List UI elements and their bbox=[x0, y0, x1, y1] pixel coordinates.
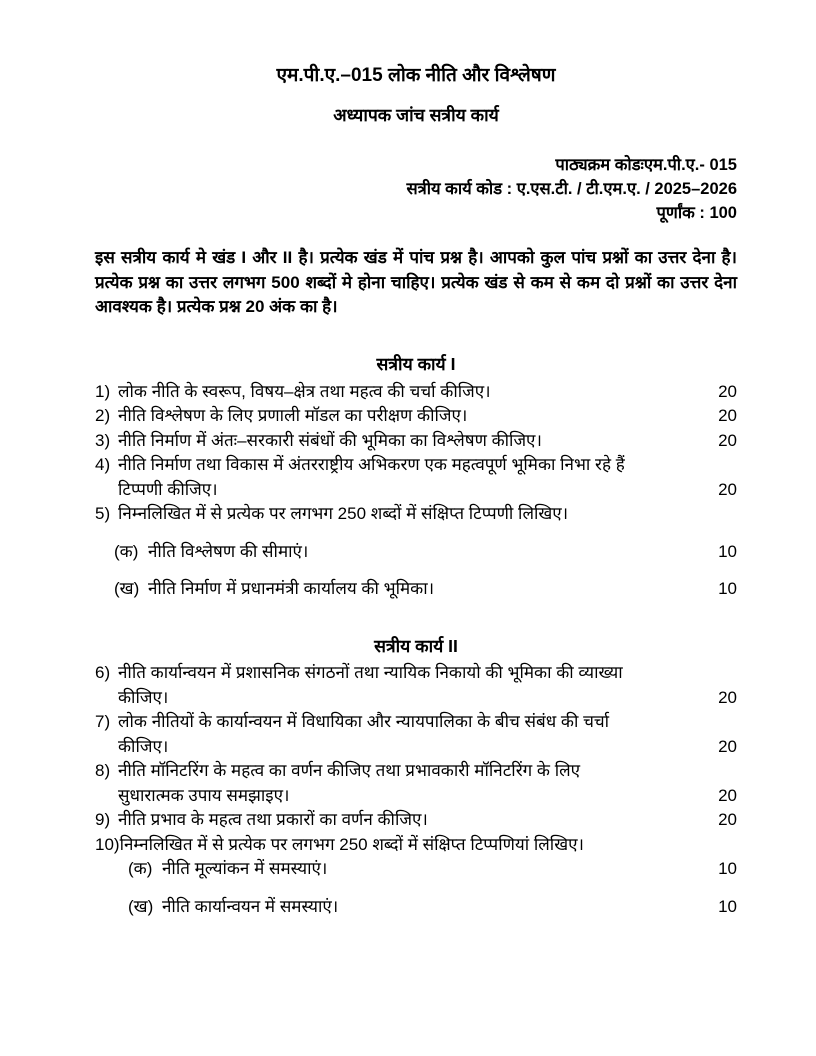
question-row bbox=[95, 404, 737, 429]
question-number: (क) bbox=[128, 859, 153, 879]
question-marks: 10 bbox=[718, 859, 737, 879]
question-number: 6) bbox=[95, 663, 111, 683]
section bbox=[95, 353, 737, 602]
question-line bbox=[128, 895, 737, 920]
subquestion-row bbox=[114, 540, 737, 565]
question-marks: 10 bbox=[718, 541, 737, 561]
question-line bbox=[95, 833, 737, 858]
question-text: नीति विश्लेषण के लिए प्रणाली मॉडल का परीक्षण कीजिए। bbox=[118, 406, 468, 426]
question-text: लोक नीति के स्वरूप, विषय–क्षेत्र तथा महत्व की चर्चा कीजिए। bbox=[118, 381, 491, 401]
question-text: नीति मॉनिटरिंग के महत्व का वर्णन कीजिए तथा प्रभावकारी मॉनिटरिंग के लिए bbox=[118, 761, 581, 781]
document-subtitle: अध्यापक जांच सत्रीय कार्य bbox=[333, 104, 499, 125]
assignment-code: सत्रीय कार्य कोड : ए.एस.टी. / टी.एम.ए. / 2025–2026 bbox=[406, 180, 737, 199]
meta-block bbox=[95, 153, 737, 225]
question-text: नीति प्रभाव के महत्व तथा प्रकारों का वर्णन कीजिए। bbox=[118, 810, 428, 830]
question-number: 9) bbox=[95, 810, 111, 830]
question-line bbox=[128, 857, 737, 882]
question-line bbox=[95, 686, 737, 711]
question-line bbox=[95, 784, 737, 809]
section bbox=[95, 635, 737, 920]
question-text: नीति मूल्यांकन में समस्याएं। bbox=[162, 859, 328, 879]
question-line bbox=[114, 540, 737, 565]
question-number: 10) bbox=[95, 834, 120, 854]
question-number: 8) bbox=[95, 761, 111, 781]
question-text: टिप्पणी कीजिए। bbox=[118, 479, 218, 499]
question-line bbox=[95, 453, 737, 478]
document-title: एम.पी.ए.–015 लोक नीति और विश्लेषण bbox=[276, 65, 556, 86]
sections-container bbox=[95, 353, 737, 919]
question-list bbox=[95, 380, 737, 602]
question-row bbox=[95, 453, 737, 502]
question-row bbox=[95, 502, 737, 527]
question-line bbox=[95, 710, 737, 735]
question-line bbox=[95, 502, 737, 527]
question-line bbox=[95, 404, 737, 429]
question-marks: 10 bbox=[718, 579, 737, 599]
question-text: नीति कार्यान्वयन में प्रशासनिक संगठनों तथा न्यायिक निकायो की भूमिका की व्याख्या bbox=[118, 663, 623, 683]
section-heading: सत्रीय कार्य II bbox=[374, 635, 458, 656]
question-list bbox=[95, 661, 737, 919]
question-text: नीति निर्माण तथा विकास में अंतरराष्ट्रीय अभिकरण एक महत्वपूर्ण भूमिका निभा रहे हैं bbox=[118, 455, 625, 475]
question-number: (क) bbox=[114, 541, 139, 561]
question-marks: 20 bbox=[718, 381, 737, 401]
section-heading: सत्रीय कार्य I bbox=[376, 353, 456, 374]
max-marks: पूर्णांक : 100 bbox=[656, 204, 737, 223]
subquestion-row bbox=[128, 857, 737, 882]
question-number: (ख) bbox=[128, 896, 154, 916]
question-number: 1) bbox=[95, 381, 111, 401]
question-line bbox=[114, 577, 737, 602]
subquestion-row bbox=[128, 895, 737, 920]
question-line bbox=[95, 380, 737, 405]
question-line bbox=[95, 735, 737, 760]
question-text: सुधारात्मक उपाय समझाइए। bbox=[118, 785, 290, 805]
question-marks: 20 bbox=[718, 810, 737, 830]
question-text: कीजिए। bbox=[118, 687, 169, 707]
question-text: नीति विश्लेषण की सीमाएं। bbox=[148, 541, 309, 561]
question-text: कीजिए। bbox=[118, 736, 169, 756]
question-line bbox=[95, 661, 737, 686]
question-line bbox=[95, 759, 737, 784]
question-marks: 20 bbox=[718, 430, 737, 450]
course-code: पाठ्यक्रम कोडःएम.पी.ए.- 015 bbox=[555, 156, 737, 175]
subquestion-row bbox=[114, 577, 737, 602]
question-line bbox=[95, 478, 737, 503]
question-line bbox=[95, 429, 737, 454]
question-marks: 20 bbox=[718, 785, 737, 805]
question-marks: 10 bbox=[718, 896, 737, 916]
question-text: नीति निर्माण में प्रधानमंत्री कार्यालय की भूमिका। bbox=[148, 579, 435, 599]
question-marks: 20 bbox=[718, 687, 737, 707]
question-row bbox=[95, 661, 737, 710]
question-text: नीति कार्यान्वयन में समस्याएं। bbox=[162, 896, 339, 916]
question-marks: 20 bbox=[718, 736, 737, 756]
instructions-paragraph: इस सत्रीय कार्य मे खंड I और II है। प्रत्येक खंड में पांच प्रश्न है। आपको कुल पांच प्रश्नों का उत्तर देना है। प्रत्येक प्रश्न का उत्तर लगभग 500 शब्दों मे होना चाहिए। प्रत्येक खंड से कम से कम दो प्रश्नों का उत्तर देना आवश्यक है। प्रत्येक प्रश्न 20 अंक का है। bbox=[95, 248, 737, 317]
question-row bbox=[95, 429, 737, 454]
question-row bbox=[95, 759, 737, 808]
question-row bbox=[95, 833, 737, 858]
question-text: निम्नलिखित में से प्रत्येक पर लगभग 250 शब्दों में संक्षिप्त टिप्पणी लिखिए। bbox=[118, 504, 569, 524]
question-text: निम्नलिखित में से प्रत्येक पर लगभग 250 शब्दों में संक्षिप्त टिप्पणियां लिखिए। bbox=[119, 834, 584, 854]
question-text: नीति निर्माण में अंतः–सरकारी संबंधों की भूमिका का विश्लेषण कीजिए। bbox=[118, 430, 542, 450]
question-line bbox=[95, 808, 737, 833]
question-number: 2) bbox=[95, 406, 111, 426]
question-row bbox=[95, 808, 737, 833]
question-number: 4) bbox=[95, 455, 111, 475]
question-text: लोक नीतियों के कार्यान्वयन में विधायिका और न्यायपालिका के बीच संबंध की चर्चा bbox=[118, 712, 610, 732]
question-marks: 20 bbox=[718, 479, 737, 499]
question-number: (ख) bbox=[114, 579, 140, 599]
question-number: 3) bbox=[95, 430, 111, 450]
question-row bbox=[95, 380, 737, 405]
question-marks: 20 bbox=[718, 406, 737, 426]
question-number: 7) bbox=[95, 712, 111, 732]
question-number: 5) bbox=[95, 504, 111, 524]
question-row bbox=[95, 710, 737, 759]
